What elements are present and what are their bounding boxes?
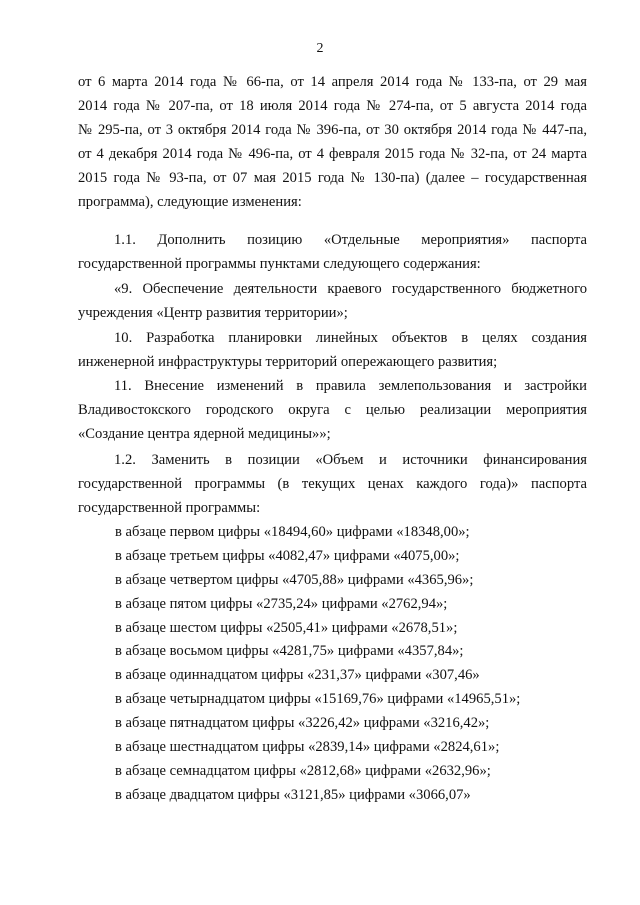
point-11-paragraph [78,374,587,446]
list-item: в абзаце двадцатом цифры «3121,85» цифрами «3066,07» [115,786,471,803]
text-line: 1.2. Заменить в позиции «Объем и источники финансирования [114,452,587,468]
list-item: в абзаце шестом цифры «2505,41» цифрами «2678,51»; [115,619,458,636]
text-line: «Создание центра ядерной медицины»»; [78,426,331,442]
intro-paragraph [78,70,587,214]
list-item: в абзаце восьмом цифры «4281,75» цифрами «4357,84»; [115,643,464,660]
text-line: от 6 марта 2014 года № 66-па, от 14 апреля 2014 года № 133-па, от 29 мая [78,74,587,90]
page-number: 2 [316,41,324,56]
text-line: государственной программы: [78,500,261,516]
text-line: программа), следующие изменения: [78,194,302,210]
text-line: 10. Разработка планировки линейных объектов в целях создания [114,330,587,346]
text-line: государственной программы пунктами следующего содержания: [78,256,481,272]
item-1-1-paragraph [78,228,587,276]
list-item: в абзаце четвертом цифры «4705,88» цифрами «4365,96»; [115,571,474,588]
point-10-paragraph [78,326,587,374]
text-line: от 4 декабря 2014 года № 496-па, от 4 февраля 2015 года № 32-па, от 24 марта [78,146,587,162]
item-1-2-paragraph [78,448,587,520]
replacement-list [115,521,595,808]
text-line: 1.1. Дополнить позицию «Отдельные мероприятия» паспорта [114,232,587,248]
text-line: учреждения «Центр развития территории»; [78,305,348,321]
list-item: в абзаце третьем цифры «4082,47» цифрами «4075,00»; [115,547,460,564]
text-line: № 295-па, от 3 октября 2014 года № 396-па, от 30 октября 2014 года № 447-па, [78,122,587,138]
text-line: инженерной инфраструктуры территорий опережающего развития; [78,354,498,370]
list-item: в абзаце пятом цифры «2735,24» цифрами «2762,94»; [115,595,448,612]
list-item: в абзаце четырнадцатом цифры «15169,76» цифрами «14965,51»; [115,691,521,708]
list-item: в абзаце семнадцатом цифры «2812,68» цифрами «2632,96»; [115,762,491,779]
list-item: в абзаце шестнадцатом цифры «2839,14» цифрами «2824,61»; [115,739,500,756]
text-line: государственной программы (в текущих ценах каждого года)» паспорта [78,476,587,492]
text-line: Владивостокского городского округа с целью реализации мероприятия [78,402,587,418]
list-item: в абзаце первом цифры «18494,60» цифрами «18348,00»; [115,524,470,540]
text-line: «9. Обеспечение деятельности краевого государственного бюджетного [114,281,587,297]
list-item: в абзаце одиннадцатом цифры «231,37» цифрами «307,46» [115,667,480,684]
text-line: 2014 года № 207-па, от 18 июля 2014 года № 274-па, от 5 августа 2014 года [78,98,587,114]
text-line: 11. Внесение изменений в правила землепользования и застройки [114,378,587,394]
point-9-paragraph [78,277,587,325]
list-item: в абзаце пятнадцатом цифры «3226,42» цифрами «3216,42»; [115,715,490,732]
text-line: 2015 года № 93-па, от 07 мая 2015 года № 130-па) (далее – государственная [78,170,587,186]
